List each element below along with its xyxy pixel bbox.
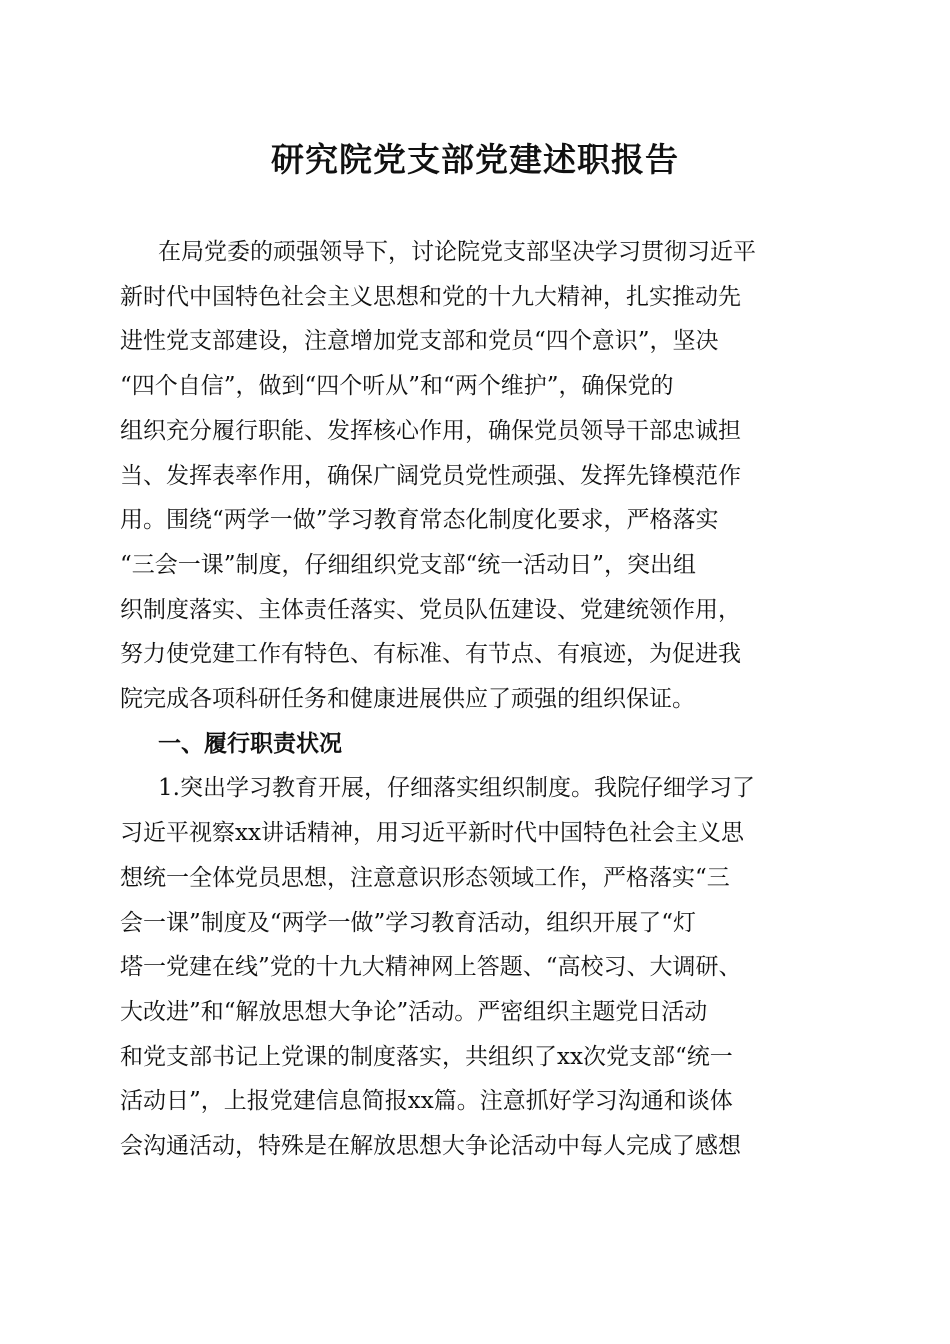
paragraph-line: 想统一全体党员思想，注意意识形态领域工作，严格落实“三 <box>120 864 730 891</box>
section-heading: 一、履行职责状况 <box>158 730 342 757</box>
paragraph-line: 织制度落实、主体责任落实、党员队伍建设、党建统领作用， <box>120 596 741 623</box>
paragraph-line: 当、发挥表率作用，确保广阔党员党性顽强、发挥先锋模范作 <box>120 462 741 489</box>
paragraph-line: 1.突出学习教育开展，仔细落实组织制度。我院仔细学习了 <box>158 775 755 802</box>
paragraph-line: 和党支部书记上党课的制度落实，共组织了xx次党支部“统一 <box>120 1043 733 1070</box>
paragraph-line: “三会一课”制度，仔细组织党支部“统一活动日”，突出组 <box>120 551 697 578</box>
paragraph-line: 会沟通活动，特殊是在解放思想大争论活动中每人完成了感想 <box>120 1133 741 1159</box>
document-title: 研究院党支部党建述职报告 <box>271 140 679 179</box>
paragraph-line: 在局党委的顽强领导下，讨论院党支部坚决学习贯彻习近平 <box>158 239 756 265</box>
paragraph-line: 努力使党建工作有特色、有标准、有节点、有痕迹，为促进我 <box>120 641 741 668</box>
paragraph-line: 会一课”制度及“两学一做”学习教育活动，组织开展了“灯 <box>120 909 697 936</box>
paragraph-line: 组织充分履行职能、发挥核心作用，确保党员领导干部忠诚担 <box>120 417 741 444</box>
paragraph-line: 塔一党建在线”党的十九大精神网上答题、“高校习、大调研、 <box>120 954 742 981</box>
paragraph-line: 新时代中国特色社会主义思想和党的十九大精神，扎实推动先 <box>120 283 741 310</box>
paragraph-line: 进性党支部建设，注意增加党支部和党员“四个意识”，坚决 <box>120 328 719 355</box>
paragraph-line: “四个自信”，做到“四个听从”和“两个维护”，确保党的 <box>120 373 674 400</box>
paragraph-line: 用。围绕“两学一做”学习教育常态化制度化要求，严格落实 <box>120 507 719 534</box>
paragraph-line: 大改进”和“解放思想大争论”活动。严密组织主题党日活动 <box>120 998 708 1025</box>
paragraph-line: 活动日”，上报党建信息简报xx篇。注意抓好学习沟通和谈体 <box>120 1088 733 1115</box>
paragraph-line: 习近平视察xx讲话精神，用习近平新时代中国特色社会主义思 <box>120 820 744 847</box>
paragraph-line: 院完成各项科研任务和健康进展供应了顽强的组织保证。 <box>120 686 695 712</box>
